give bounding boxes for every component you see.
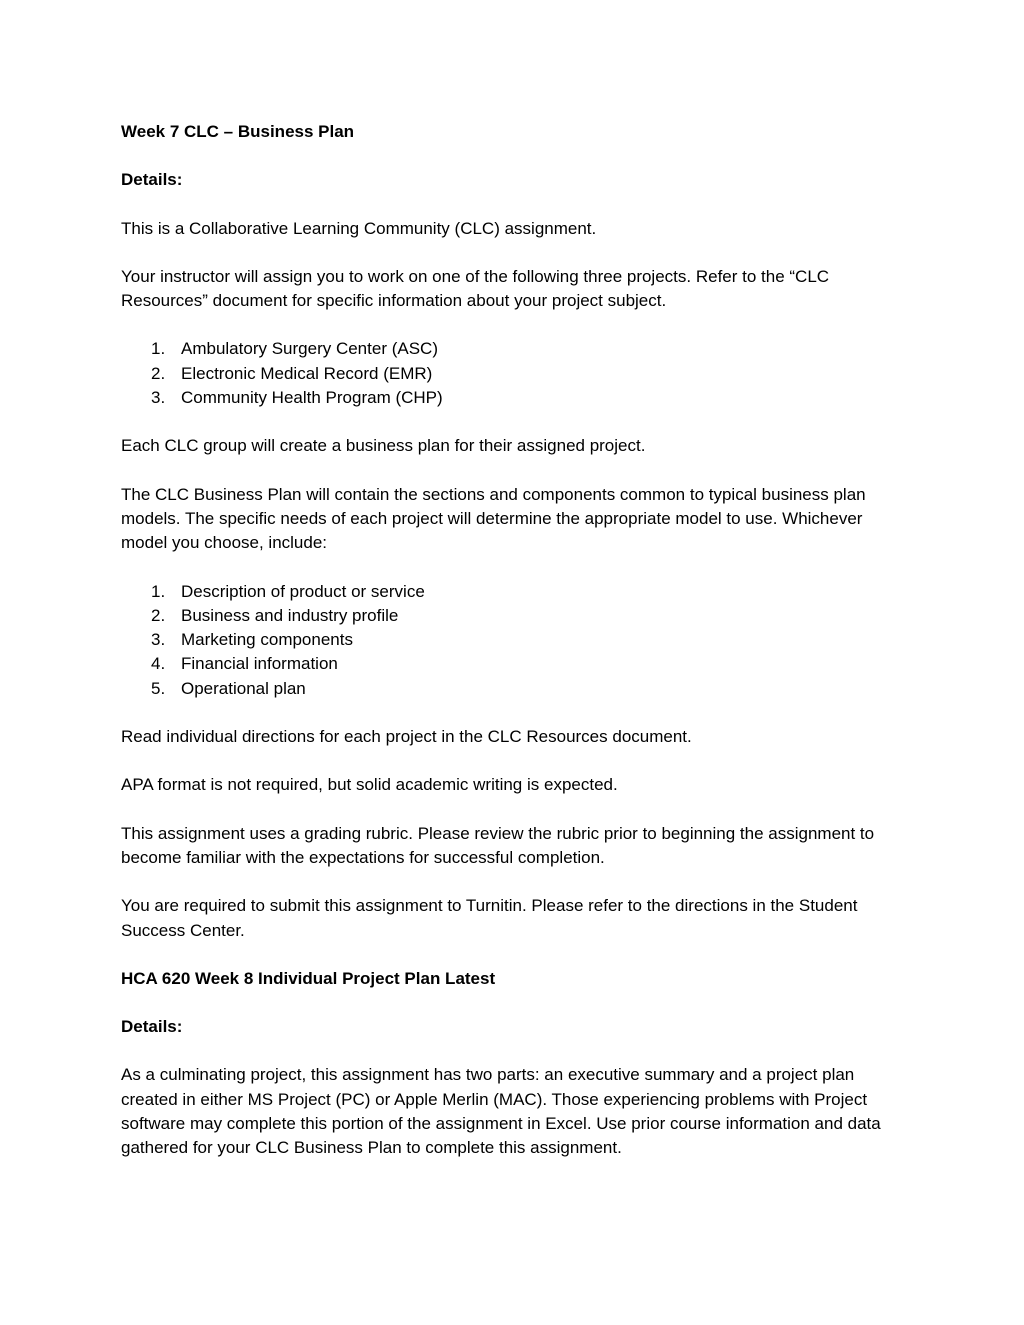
details-label: Details: <box>121 170 183 190</box>
list-text: Marketing components <box>181 630 353 650</box>
read-paragraph: Read individual directions for each project in the CLC Resources document. <box>121 727 692 747</box>
apa-paragraph: APA format is not required, but solid academic writing is expected. <box>121 775 618 795</box>
list-item <box>121 628 911 652</box>
list-item <box>121 386 911 410</box>
list-item <box>121 337 911 361</box>
list-number: 3. <box>151 388 166 408</box>
section-title: Week 7 CLC – Business Plan <box>121 122 355 141</box>
list-item <box>121 652 911 676</box>
list-item <box>121 580 911 604</box>
document-page <box>121 120 911 1185</box>
list-item <box>121 677 911 701</box>
plan-paragraph: The CLC Business Plan will contain the sections and components common to typical business plan models. The specific needs of each project will determine the appropriate model to use. Whichever model you choose, include: <box>121 484 866 553</box>
list-text: Electronic Medical Record (EMR) <box>181 363 433 383</box>
project-list <box>121 337 911 410</box>
list-text: Business and industry profile <box>181 605 399 625</box>
turnitin-paragraph: You are required to submit this assignment to Turnitin. Please refer to the directions in the Student Success Center. <box>121 896 858 940</box>
list-text: Description of product or service <box>181 581 425 601</box>
intro-paragraph: This is a Collaborative Learning Community (CLC) assignment. <box>121 218 597 238</box>
details-label: Details: <box>121 1017 183 1037</box>
list-text: Ambulatory Surgery Center (ASC) <box>181 339 438 359</box>
list-number: 1. <box>151 339 166 359</box>
list-text: Operational plan <box>181 678 306 698</box>
list-item <box>121 604 911 628</box>
component-list <box>121 580 911 701</box>
list-number: 1. <box>151 581 166 601</box>
list-number: 2. <box>151 605 166 625</box>
body-paragraph: As a culminating project, this assignment has two parts: an executive summary and a project plan created in either MS Project (PC) or Apple Merlin (MAC). Those experiencing problems with Project software may complete this portion of the assignment in Excel. Use prior course information and data gathered for your CLC Business Plan to complete this assignment. <box>121 1065 881 1158</box>
section-title: HCA 620 Week 8 Individual Project Plan Latest <box>121 968 496 988</box>
list-item <box>121 362 911 386</box>
assign-paragraph: Your instructor will assign you to work on one of the following three projects. Refer to the “CLC Resources” document for specific information about your project subject. <box>121 266 830 311</box>
list-number: 5. <box>151 678 166 698</box>
list-number: 4. <box>151 654 166 674</box>
rubric-paragraph: This assignment uses a grading rubric. Please review the rubric prior to beginning the assignment to become familiar with the expectations for successful completion. <box>121 823 875 867</box>
list-number: 3. <box>151 630 166 650</box>
list-text: Community Health Program (CHP) <box>181 388 443 408</box>
list-text: Financial information <box>181 654 338 674</box>
group-paragraph: Each CLC group will create a business plan for their assigned project. <box>121 436 646 456</box>
list-number: 2. <box>151 363 166 383</box>
